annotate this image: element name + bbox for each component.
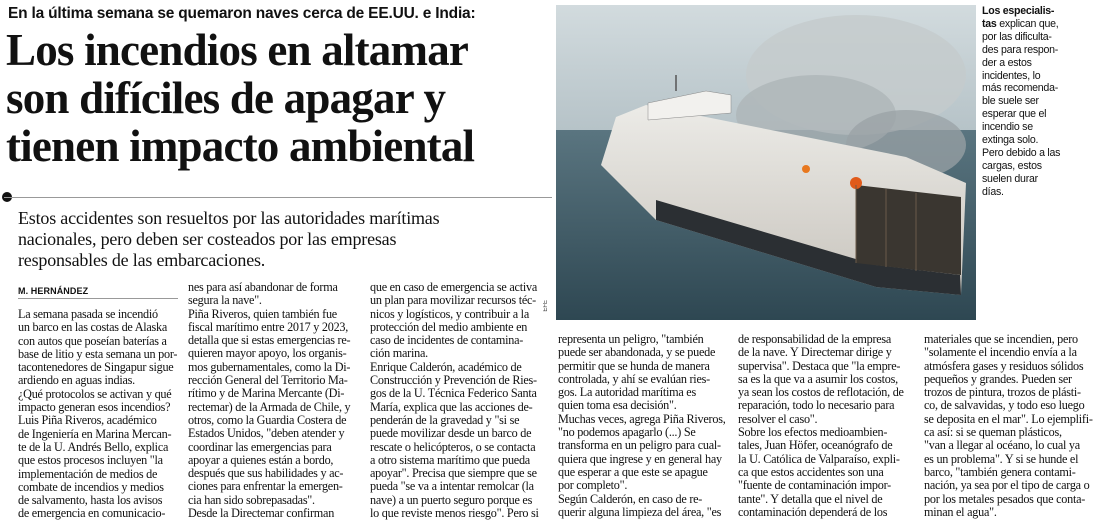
sidebar-line: más recomenda- [982, 82, 1058, 95]
body-line: de emergencia en comunicacio- [18, 507, 166, 521]
fire-glow [802, 165, 810, 173]
body-line: coordinar las emergencias para [188, 440, 332, 454]
sidebar-line: cargas, estos [982, 159, 1042, 172]
body-line: penderán de la gravedad y "si se [370, 413, 520, 427]
body-column-3 [370, 281, 546, 520]
sidebar-line: incendio se [982, 121, 1033, 134]
body-line: nave) a un puerto seguro porque es [370, 493, 533, 507]
sidebar-line: ble suele ser [982, 95, 1039, 108]
body-column-5 [738, 333, 914, 519]
body-line: "no podemos apagarlo (...) Se [558, 426, 696, 440]
body-line: fiscal marítimo entre 2017 y 2023, [188, 320, 349, 334]
body-line: Estados Unidos, "deben atender y [188, 427, 345, 441]
body-line: Enrique Calderón, académico de [370, 360, 522, 374]
body-line: ca así: si se queman plásticos, [924, 426, 1062, 440]
body-line: Muchas veces, agrega Piña Riveros, [558, 412, 726, 426]
body-line: controlada, y ahí se evalúan ries- [558, 372, 710, 386]
body-line: "solamente el incendio envía a la [924, 346, 1077, 360]
body-line: quiera que ingrese y en general hay [558, 452, 722, 466]
body-line: barco, "también genera contami- [924, 465, 1076, 479]
deck-line: responsables de las embarcaciones. [18, 250, 266, 270]
body-line: cia han sido sobrepasadas". [188, 493, 315, 507]
body-line: contaminación dependerá de los [738, 505, 888, 519]
body-column-1 [18, 308, 184, 521]
body-line: resolver el caso". [738, 412, 818, 426]
sidebar-line: extinga solo. [982, 134, 1039, 147]
body-line: gos. La autoridad marítima es [558, 386, 696, 400]
body-line: combate de incendios y medios [18, 480, 164, 494]
body-line: nes para así abandonar de forma [188, 281, 338, 294]
sidebar-line: incidentes, lo [982, 69, 1041, 82]
body-line: detalla que si estas emergencias re- [188, 334, 351, 348]
body-line: puede ser abandonada, y se puede [558, 346, 716, 360]
body-column-6 [924, 333, 1096, 519]
body-column-4 [558, 333, 730, 519]
byline: M. HERNÁNDEZ [18, 286, 89, 296]
ship-fire-photo [556, 5, 976, 320]
photo-credit: EFE [543, 300, 549, 312]
divider-rule [4, 197, 552, 198]
sidebar-line: des para respon- [982, 43, 1059, 56]
body-line: "van a llegar al océano, lo cual ya [924, 439, 1080, 453]
headline-line: tienen impacto ambiental [6, 121, 475, 171]
body-line: materiales que se incendien, pero [924, 333, 1078, 346]
body-line: co, de salvavidas, y todo eso luego [924, 399, 1085, 413]
body-line: tante". Y detalla que el nivel de [738, 492, 883, 506]
body-line: la U. Católica de Valparaíso, expli- [738, 452, 900, 466]
body-line: transforma en un peligro para cual- [558, 439, 721, 453]
body-line: que estos procesos incluyen "la [18, 454, 163, 468]
body-line: que en caso de emergencia se activa [370, 281, 537, 294]
body-line: ¿Qué protocolos se activan y qué [18, 387, 172, 401]
body-line: un plan para movilizar recursos téc- [370, 294, 536, 308]
body-line: trozos de pintura, trozos de plásti- [924, 386, 1081, 400]
sidebar-line: por las dificulta- [982, 30, 1052, 43]
article-headline [6, 26, 554, 170]
deck-line: Estos accidentes son resueltos por las autoridades marítimas [18, 208, 440, 228]
body-line: permitir que se hunda de manera [558, 359, 710, 373]
body-line: ca que estos accidentes son una [738, 465, 884, 479]
sidebar-line: Pero debido a las [982, 146, 1061, 159]
sidebar-line: días. [982, 185, 1004, 198]
body-line: que esperar a que este se apague [558, 465, 708, 479]
body-line: con autos que poseían baterías a [18, 334, 167, 348]
body-line: después que sus habilidades y ac- [188, 467, 344, 481]
body-line: por los metales pesados que conta- [924, 492, 1086, 506]
body-line: ya sean los costos de reflotación, de [738, 386, 904, 400]
sidebar-line: tas explican que, [982, 17, 1059, 30]
body-line: ción marina. [370, 347, 428, 361]
body-line: atmósfera gases y residuos sólidos [924, 359, 1084, 373]
body-line: impacto generan esos incendios? [18, 401, 171, 415]
body-line: de salvamento, hasta los avisos [18, 494, 163, 508]
body-line: mos gubernamentales, como la Di- [188, 360, 351, 374]
body-line: supervisa". Destaca que "la empre- [738, 359, 901, 373]
body-line: protección del medio ambiente en [370, 320, 528, 334]
burned-section [856, 185, 961, 275]
sidebar-lead: Los especialis- [982, 5, 1055, 17]
body-line: nación, ya sea por el tipo de carga o [924, 479, 1090, 493]
ship-illustration [556, 5, 976, 320]
body-line: La semana pasada se incendió [18, 308, 158, 321]
body-line: apoyar a quienes están a bordo, [188, 453, 334, 467]
body-line: caso de incidentes de contamina- [370, 334, 524, 348]
body-line: pequeños y grandes. Pueden ser [924, 372, 1072, 386]
body-line: ciones para enfrentar la emergen- [188, 480, 343, 494]
body-line: "fuente de contaminación impor- [738, 479, 891, 493]
body-line: nicos y logísticos, y contribuir a la [370, 307, 529, 321]
headline-line: Los incendios en altamar [6, 25, 469, 75]
body-line: puede movilizar desde un barco de [370, 427, 532, 441]
body-column-2 [188, 281, 360, 520]
body-line: minan el agua". [924, 505, 997, 519]
headline-line: son difíciles de apagar y [6, 73, 446, 123]
body-line: segura la nave". [188, 294, 262, 308]
body-line: Construcción y Prevención de Ries- [370, 374, 537, 388]
body-line: sa es la que va a asumir los costos, [738, 372, 898, 386]
body-line: de la nave. Y Directemar dirige y [738, 346, 892, 360]
body-line: de responsabilidad de la empresa [738, 333, 892, 346]
article-deck [18, 208, 548, 271]
sidebar-note [982, 5, 1097, 199]
body-line: reparación, todo lo necesario para [738, 399, 895, 413]
body-line: gos de la U. Técnica Federico Santa [370, 387, 537, 401]
body-line: rescate o helicópteros, o se contacta [370, 440, 536, 454]
body-line: quieren mayor apoyo, los organis- [188, 347, 347, 361]
body-line: tacontenedores de Singapur sigue [18, 361, 174, 375]
body-line: implementación de medios de [18, 467, 158, 481]
body-line: otros, como la Guardia Costera de [188, 413, 347, 427]
body-line: un barco en las costas de Alaska [18, 321, 168, 335]
body-line: tales, Juan Höfer, oceanógrafo de [738, 439, 893, 453]
byline-rule [18, 298, 178, 299]
sidebar-line: esperar que el [982, 108, 1047, 121]
body-line: María, explica que las acciones de- [370, 400, 533, 414]
body-line: rítimo y de Marina Mercante (Di- [188, 387, 345, 401]
sidebar-line: der a estos [982, 56, 1032, 69]
body-line: apoyar". Precisa que siempre que se [370, 467, 537, 481]
sidebar-line: suelen durar [982, 172, 1038, 185]
body-line: quien toma esa decisión". [558, 399, 677, 413]
body-line: Luis Piña Riveros, académico [18, 414, 157, 428]
body-line: base de litio y esta semana un por- [18, 347, 178, 361]
body-line: ardiendo en aguas indias. [18, 374, 135, 388]
body-line: Sobre los efectos medioambien- [738, 426, 888, 440]
body-line: se deposita en el mar". Lo ejemplifi- [924, 412, 1093, 426]
body-line: de Ingeniería en Marina Mercan- [18, 427, 172, 441]
body-line: Piña Riveros, quien también fue [188, 307, 337, 321]
body-line: pueda "se va a intentar remolcar (la [370, 480, 534, 494]
body-line: rección General del Territorio Ma- [188, 374, 348, 388]
body-line: por completo". [558, 479, 628, 493]
body-line: a otro sistema marítimo que pueda [370, 453, 530, 467]
body-line: Según Calderón, en caso de re- [558, 492, 703, 506]
body-line: querir alguna limpieza del área, "es [558, 505, 722, 519]
deck-line: nacionales, pero deben ser costeados por las empresas [18, 229, 397, 249]
body-line: es un problema". Y si se hunde el [924, 452, 1079, 466]
article-kicker: En la última semana se quemaron naves cerca de EE.UU. e India: [8, 5, 476, 22]
body-line: Desde la Directemar confirman [188, 507, 335, 521]
body-line: rectemar) de la Armada de Chile, y [188, 400, 351, 414]
body-line: representa un peligro, "también [558, 333, 704, 346]
body-line: lo que reviste menos riesgo". Pero si [370, 507, 539, 521]
body-line: te de la U. Andrés Bello, explica [18, 440, 169, 454]
